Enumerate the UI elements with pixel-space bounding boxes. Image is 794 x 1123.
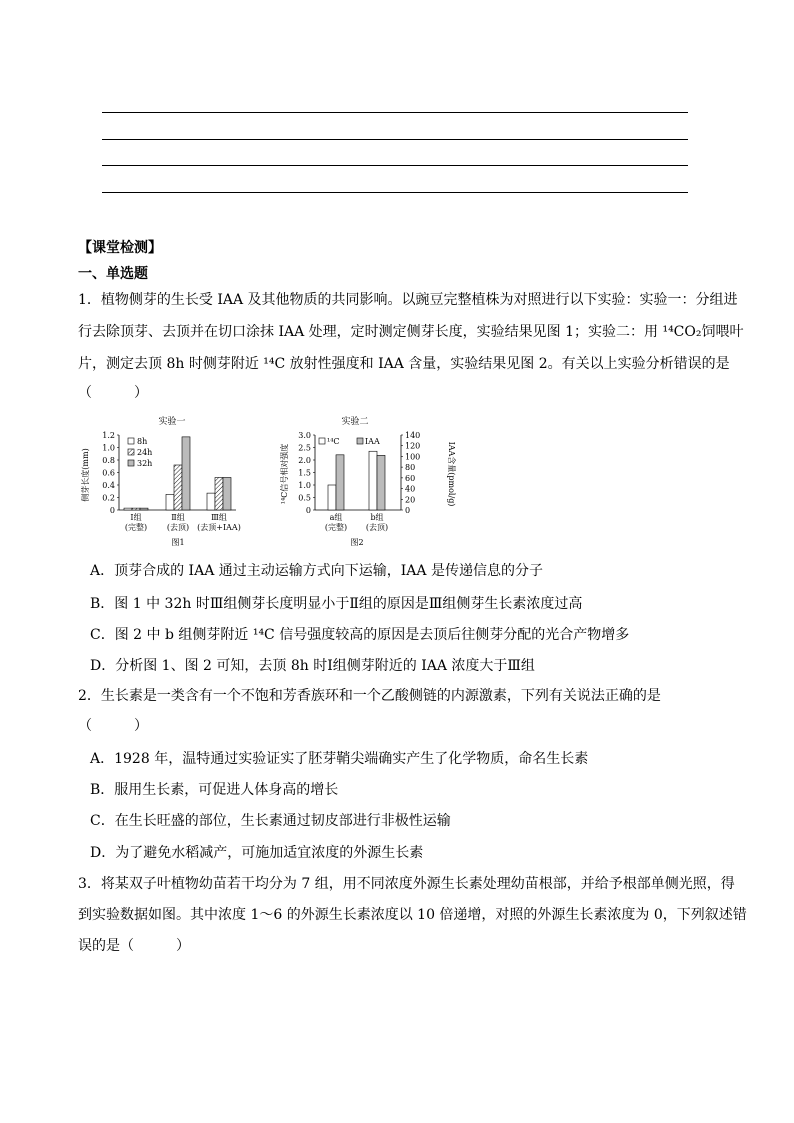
question-1-line-3: 片，测定去顶 8h 时侧芽附近 ¹⁴C 放射性强度和 IAA 含量，实验结果见图 2。有关以上实验分析错误的是	[78, 356, 730, 372]
answer-line-1	[102, 112, 688, 113]
figure-1-bar-2-8h	[166, 494, 174, 510]
figure-1-title: 实验一	[158, 417, 186, 427]
figure-1-bar-3-24h	[215, 478, 223, 511]
figure-1-ytick-label: 0.4	[102, 481, 115, 490]
figure-2-bar-1-iaa	[336, 455, 344, 510]
figure-1-ytick-label: 0.2	[102, 493, 115, 503]
question-1-line-2: 行去除顶芽、去顶并在切口涂抹 IAA 处理，定时测定侧芽长度，实验结果见图 1；实验二：用 ¹⁴CO₂饲喂叶	[78, 324, 744, 340]
question-2-option-b: B．服用生长素，可促进人体身高的增长	[90, 782, 339, 798]
question-2-option-a: A．1928 年，温特通过实验证实了胚芽鞘尖端确实产生了化学物质，命名生长素	[90, 751, 589, 767]
question-2-option-c: C．在生长旺盛的部位，生长素通过韧皮部进行非极性运输	[90, 813, 451, 829]
question-3-line-3: 误的是（ ）	[78, 938, 190, 954]
figure-1-bar-2-32h	[182, 437, 190, 510]
figure-2-ytick-right-label: 140	[405, 431, 421, 440]
question-1-option-c: C．图 2 中 b 组侧芽附近 ¹⁴C 信号强度较高的原因是去顶后往侧芽分配的光合产物增多	[90, 627, 630, 643]
figure-1-legend-32h: 32h	[137, 459, 153, 468]
figure-2-ylabel: ¹⁴C信号相对强度	[280, 443, 289, 505]
figure-2-legend-iaa: IAA	[365, 437, 380, 446]
question-2-line-1: 2．生长素是一类含有一个不饱和芳香族环和一个乙酸侧链的内源激素，下列有关说法正确的是	[78, 688, 661, 704]
section-heading: 【课堂检测】	[78, 240, 162, 256]
figure-1-bar-3-32h	[223, 478, 231, 511]
figure-2-ytick-right-label: 0	[405, 506, 411, 515]
figure-2-bar-1-14c	[328, 485, 336, 510]
question-2-line-2: （ ）	[78, 718, 148, 734]
figure-1-bar-1-32h	[140, 508, 148, 510]
figure-1-cat-1-sub: (完整)	[124, 523, 148, 532]
figure-1-legend-24h: 24h	[137, 448, 153, 457]
figure-1-bar-1-24h	[132, 508, 140, 510]
figure-1-chart	[78, 410, 253, 550]
figure-1-ytick-label: 1.0	[102, 443, 115, 453]
figure-2-ytick-label: 1.5	[298, 468, 311, 478]
figure-2-ytick-right-label: 40	[405, 484, 416, 494]
figure-1-ytick-label: 0	[109, 506, 115, 515]
figure-2-ytick-label: 0.5	[298, 493, 311, 503]
figure-1-cat-3-sub: (去顶+IAA)	[197, 523, 241, 532]
figure-2-cat-a: a组	[329, 513, 343, 522]
question-3-line-2: 到实验数据如图。其中浓度 1～6 的外源生长素浓度以 10 倍递增，对照的外源生长素浓度为 0，下列叙述错	[78, 907, 747, 923]
question-1-option-b: B．图 1 中 32h 时Ⅲ组侧芽长度明显小于Ⅱ组的原因是Ⅲ组侧芽生长素浓度过高	[90, 596, 583, 612]
figure-1-ytick-label: 1.2	[102, 431, 115, 440]
figure-2-ytick-label: 3.0	[298, 431, 311, 440]
figure-2-ytick-label: 2.5	[298, 443, 311, 453]
figure-2-ytick-label: 0	[305, 506, 311, 515]
figure-1-cat-2-sub: (去顶)	[166, 523, 190, 532]
figure-2-chart	[277, 410, 457, 550]
figure-2-ytick-right-label: 20	[405, 495, 416, 505]
question-1-option-d: D．分析图 1、图 2 可知，去顶 8h 时Ⅰ组侧芽附近的 IAA 浓度大于Ⅲ组	[90, 658, 535, 674]
figure-1-ytick-label: 0.6	[102, 468, 115, 478]
figure-2-title: 实验二	[341, 417, 369, 427]
question-1-line-4: （ ）	[78, 385, 148, 401]
question-1-line-1: 1．植物侧芽的生长受 IAA 及其他物质的共同影响。以豌豆完整植株为对照进行以下实验：实验一：分组进	[78, 292, 738, 308]
figure-1-ytick-label: 0.8	[102, 456, 115, 465]
figure-1-cat-2: Ⅱ组	[171, 513, 185, 522]
figure-2-ytick-right-label: 80	[405, 463, 416, 473]
figure-1-cat-3: Ⅲ组	[211, 513, 227, 522]
figure-2-legend-14c: ¹⁴C	[327, 437, 340, 446]
figure-1-cat-1: Ⅰ组	[130, 513, 142, 522]
question-2-option-d: D．为了避免水稻减产，可施加适宜浓度的外源生长素	[90, 845, 424, 861]
figure-1-ylabel: 侧芽长度(mm)	[81, 448, 90, 502]
figure-2-ytick-label: 2.0	[298, 456, 311, 465]
figure-2-bar-2-14c	[369, 451, 377, 510]
question-3-line-1: 3．将某双子叶植物幼苗若干均分为 7 组，用不同浓度外源生长素处理幼苗根部，并给予根部单侧光照，得	[78, 876, 735, 892]
figure-1-bar-2-24h	[174, 465, 182, 510]
figure-1-bar-1-8h	[124, 508, 132, 510]
figure-1-legend-8h: 8h	[137, 437, 148, 446]
figure-2-ylabel-right: IAA含量(pmol/g)	[447, 441, 456, 507]
figure-2-ytick-right-label: 120	[405, 441, 421, 451]
figure-2-cat-b: b组	[370, 513, 384, 522]
figure-1-bar-3-8h	[207, 493, 215, 510]
figure-2-ytick-label: 1.0	[298, 481, 311, 490]
figure-2-cat-b-sub: (去顶)	[365, 523, 389, 532]
figure-2-ytick-right-label: 60	[405, 473, 416, 483]
figure-1-caption: 图1	[171, 538, 185, 547]
question-1-option-a: A．顶芽合成的 IAA 通过主动运输方式向下运输，IAA 是传递信息的分子	[90, 563, 543, 579]
figure-2-caption: 图2	[350, 538, 364, 547]
figure-2-ytick-right-label: 100	[405, 452, 421, 462]
answer-line-4	[102, 192, 688, 193]
figure-2-cat-a-sub: (完整)	[324, 523, 348, 532]
answer-line-2	[102, 139, 688, 140]
section-subheading: 一、单选题	[78, 266, 148, 282]
answer-line-3	[102, 165, 688, 166]
figure-2-bar-2-iaa	[377, 455, 385, 510]
